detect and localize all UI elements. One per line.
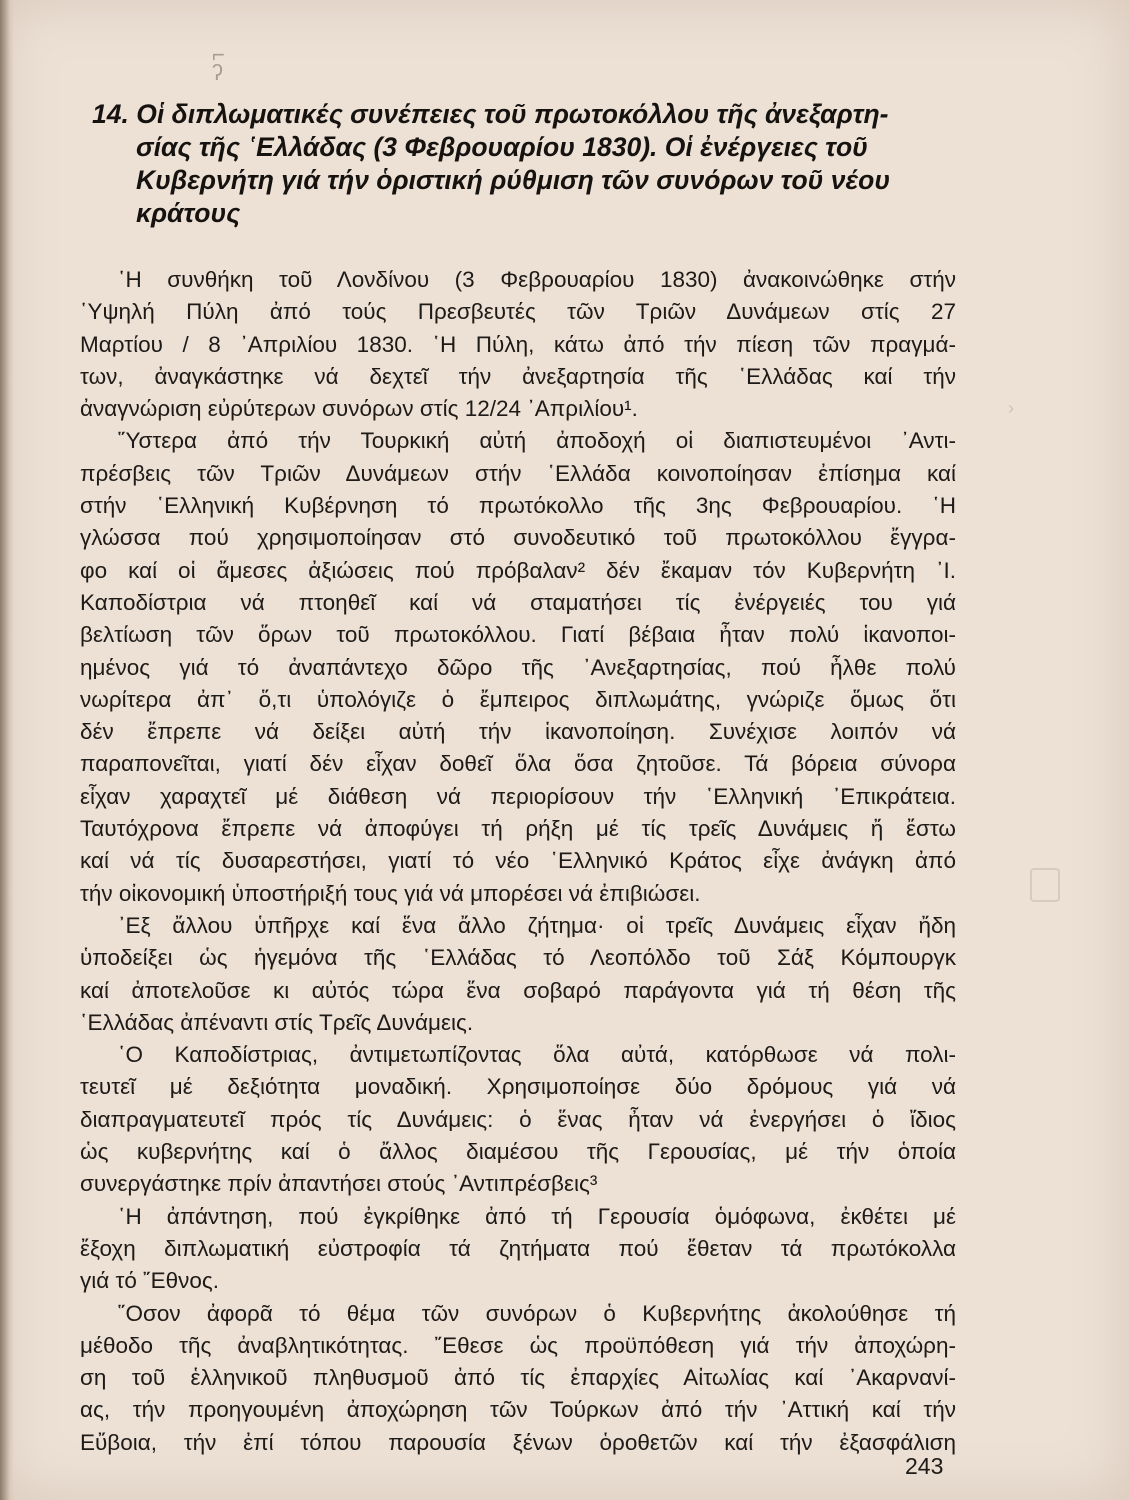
text-line: ση τοῦ ἑλληνικοῦ πληθυσμοῦ ἀπό τίς ἐπαρχίες Αἰτωλίας καί ᾿Ακαρνανί-: [80, 1365, 956, 1391]
text-line: στήν ῾Ελληνική Κυβέρνηση τό πρωτόκολλο τῆς 3ης Φεβρουαρίου. ῾Η: [80, 493, 956, 519]
text-line: Μαρτίου / 8 ᾿Απριλίου 1830. ῾Η Πύλη, κάτω ἀπό τήν πίεση τῶν πραγμά-: [80, 331, 956, 357]
text-line: Καποδίστρια νά πτοηθεῖ καί νά σταματήσει τίς ἐνέργειές του γιά: [80, 589, 956, 615]
text-line: φο καί οἱ ἄμεσες ἀξιώσεις πού πρόβαλαν² δέν ἔκαμαν τόν Κυβερνήτη ᾿Ι.: [80, 557, 956, 583]
bleed-through-mark: ›: [1008, 398, 1014, 418]
paragraph: [80, 1039, 956, 1200]
text-line: ὡς κυβερνήτης καί ὁ ἄλλος διαμέσου τῆς Γερουσίας, μέ τήν ὁποία: [80, 1139, 956, 1165]
text-line: ας, τήν προηγουμένη ἀποχώρηση τῶν Τούρκων ἀπό τήν ᾿Αττική καί τήν: [80, 1397, 956, 1423]
text-line: ημένος γιά τό ἀναπάντεχο δῶρο τῆς ᾿Ανεξαρτησίας, πού ἦλθε πολύ: [80, 654, 956, 680]
heading-line: Κυβερνήτη γιά τήν ὁριστική ρύθμιση τῶν συνόρων τοῦ νέου: [136, 165, 890, 195]
text-line: καί νά τίς δυσαρεστήσει, γιατί τό νέο ῾Ελληνικό Κράτος εἶχε ἀνάγκη ἀπό: [80, 848, 956, 874]
paragraph: [80, 264, 956, 425]
paragraph: [80, 1201, 956, 1298]
text-line: μέθοδο τῆς ἀναβλητικότητας. ῎Εθεσε ὡς προϋπόθεση γιά τήν ἀποχώρη-: [80, 1332, 956, 1358]
text-line: Ταυτόχρονα ἔπρεπε νά ἀποφύγει τή ρήξη μέ τίς τρεῖς Δυνάμεις ἤ ἔστω: [80, 816, 956, 842]
text-line: των, ἀναγκάστηκε νά δεχτεῖ τήν ἀνεξαρτησία τῆς ῾Ελλάδας καί τήν: [80, 363, 956, 389]
text-line: γιά τό ῎Εθνος.: [80, 1268, 220, 1294]
paragraph: [80, 425, 956, 909]
text-line: ἔξοχη διπλωματική εὐστροφία τά ζητήματα πού ἔθεταν τά πρωτόκολλα: [80, 1235, 956, 1261]
text-line: γλώσσα πού χρησιμοποίησαν στό συνοδευτικό τοῦ πρωτοκόλλου ἔγγρα-: [80, 525, 956, 551]
section-heading: [92, 98, 992, 230]
heading-line: 14. Οἱ διπλωματικές συνέπειες τοῦ πρωτοκόλλου τῆς ἀνεξαρτη-: [92, 99, 889, 129]
text-line: εἶχαν χαραχτεῖ μέ διάθεση νά περιορίσουν τήν ῾Ελληνική ᾿Επικράτεια.: [80, 783, 956, 809]
text-line: ῾Η συνθήκη τοῦ Λονδίνου (3 Φεβρουαρίου 1830) ἀνακοινώθηκε στήν: [118, 267, 956, 292]
page-binding-edge: [0, 0, 14, 1500]
text-line: τευτεῖ μέ δεξιότητα μοναδική. Χρησιμοποίησε δύο δρόμους γιά νά: [80, 1074, 956, 1100]
text-line: ἀναγνώριση εὐρύτερων συνόρων στίς 12/24 ᾿Απριλίου¹.: [80, 396, 638, 422]
text-line: ὑποδείξει ὡς ἡγεμόνα τῆς ῾Ελλάδας τό Λεοπόλδο τοῦ Σάξ Κόμπουργκ: [80, 945, 956, 971]
text-line: ῞Υστερα ἀπό τήν Τουρκική αὐτή ἀποδοχή οἱ διαπιστευμένοι ᾿Αντι-: [118, 428, 956, 454]
text-line: τήν οἰκονομική ὑποστήριξή τους γιά νά μπορέσει νά ἐπιβιώσει.: [80, 880, 701, 906]
text-line: ῾Η ἀπάντηση, πού ἐγκρίθηκε ἀπό τή Γερουσία ὁμόφωνα, ἐκθέτει μέ: [118, 1203, 956, 1229]
paragraph: [80, 1298, 956, 1459]
text-line: βελτίωση τῶν ὅρων τοῦ πρωτοκόλλου. Γιατί βέβαια ἦταν πολύ ἱκανοποι-: [80, 622, 956, 648]
text-line: ῾Ελλάδας ἀπέναντι στίς Τρεῖς Δυνάμεις.: [80, 1009, 474, 1035]
page-number: 243: [905, 1453, 944, 1479]
bleed-through-box: [1030, 868, 1060, 902]
pencil-mark-icon: ⌐ ʔ: [212, 42, 225, 85]
text-line: πρέσβεις τῶν Τριῶν Δυνάμεων στήν ῾Ελλάδα κοινοποίησαν ἐπίσημα καί: [80, 460, 956, 486]
text-line: ᾿Εξ ἄλλου ὑπῆρχε καί ἕνα ἄλλο ζήτημα· οἱ τρεῖς Δυνάμεις εἶχαν ἤδη: [118, 912, 956, 938]
text-line: δέν ἔπρεπε νά δείξει αὐτή τήν ἱκανοποίηση. Συνέχισε λοιπόν νά: [80, 719, 956, 745]
text-line: καί ἀποτελοῦσε κι αὐτός τώρα ἕνα σοβαρό παράγοντα γιά τή θέση τῆς: [80, 977, 956, 1003]
text-line: διαπραγματευτεῖ πρός τίς Δυνάμεις: ὁ ἕνας ἦταν νά ἐνεργήσει ὁ ἴδιος: [80, 1106, 956, 1132]
heading-line: κράτους: [136, 198, 241, 228]
paragraph: [80, 910, 956, 1039]
text-line: Εὔβοια, τήν ἐπί τόπου παρουσία ξένων ὁροθετῶν καί τήν ἐξασφάλιση: [80, 1429, 956, 1455]
body-text: [80, 264, 956, 1459]
text-line: νωρίτερα ἀπ᾿ ὅ,τι ὑπολόγιζε ὁ ἔμπειρος διπλωμάτης, γνώριζε ὅμως ὅτι: [80, 686, 956, 712]
text-line: ῾Υψηλή Πύλη ἀπό τούς Πρεσβευτές τῶν Τριῶν Δυνάμεων στίς 27: [80, 299, 956, 325]
heading-line: σίας τῆς ῾Ελλάδας (3 Φεβρουαρίου 1830). Οἱ ἐνέργειες τοῦ: [136, 132, 868, 162]
text-line: παραπονεῖται, γιατί δέν εἶχαν δοθεῖ ὅλα ὅσα ζητοῦσε. Τά βόρεια σύνορα: [80, 751, 956, 777]
text-line: ῾Ο Καποδίστριας, ἀντιμετωπίζοντας ὅλα αὐτά, κατόρθωσε νά πολι-: [118, 1042, 956, 1068]
text-line: ῞Οσον ἀφορᾶ τό θέμα τῶν συνόρων ὁ Κυβερνήτης ἀκολούθησε τή: [118, 1300, 956, 1326]
text-line: συνεργάστηκε πρίν ἀπαντήσει στούς ᾿Αντιπρέσβεις³: [80, 1171, 598, 1197]
